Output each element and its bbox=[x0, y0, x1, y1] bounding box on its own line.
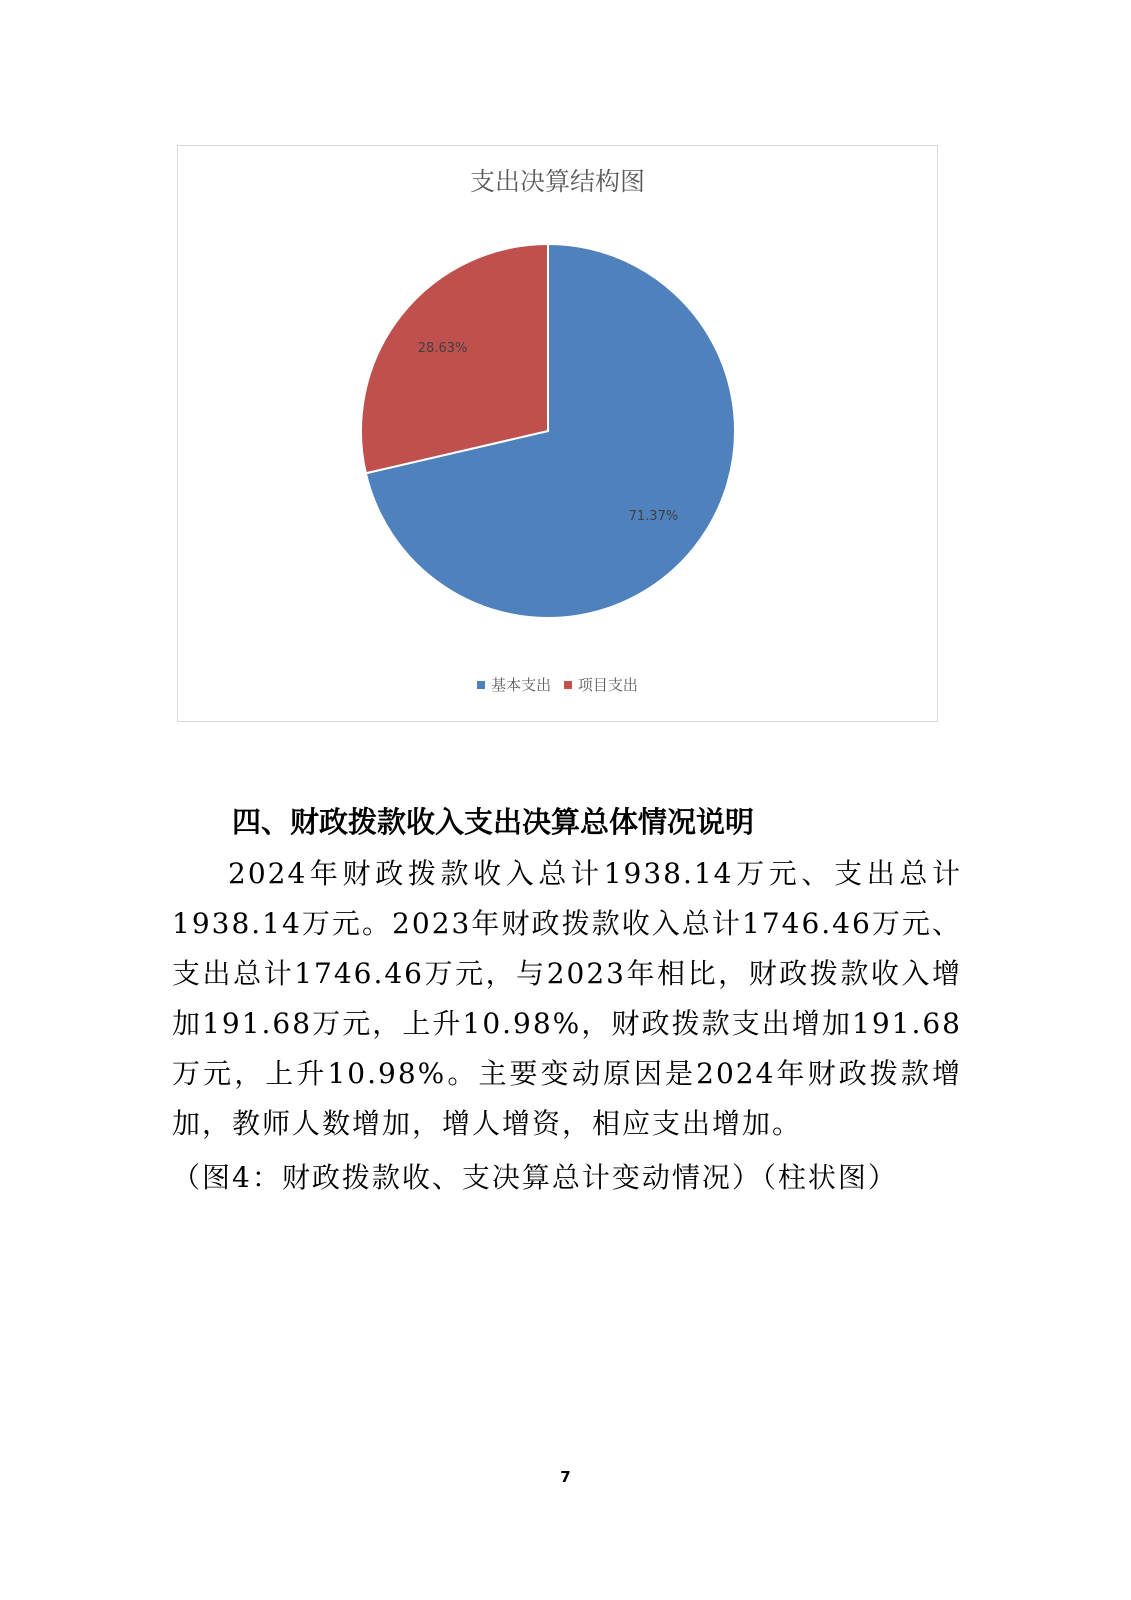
pie-svg bbox=[178, 146, 937, 721]
section-heading: 四、财政拨款收入支出决算总体情况说明 bbox=[232, 805, 755, 839]
pie-data-label-0: 71.37% bbox=[628, 508, 679, 524]
chart-legend bbox=[178, 674, 937, 695]
legend-swatch-basic bbox=[477, 681, 485, 689]
figure-caption: （图4：财政拨款收、支决算总计变动情况）（柱状图） bbox=[172, 1161, 898, 1194]
pie-chart bbox=[177, 145, 938, 722]
legend-label-basic: 基本支出 bbox=[491, 676, 552, 694]
chart-title: 支出决算结构图 bbox=[469, 167, 645, 196]
page-number: 7 bbox=[560, 1468, 571, 1486]
legend-item-project bbox=[564, 674, 638, 695]
pie-data-label-1: 28.63% bbox=[417, 341, 468, 357]
legend-swatch-project bbox=[564, 681, 572, 689]
legend-label-project: 项目支出 bbox=[577, 676, 638, 694]
section-paragraph: 2024年财政拨款收入总计1938.14万元、支出总计1938.14万元。2023年财政拨款收入总计1746.46万元、支出总计1746.46万元，与2023年相比，财政拨款收入增加191.68万元，上升10.98%，财政拨款支出增加191.68万元，上升10.98%。主要变动原因是2024年财政拨款增加，教师人数增加，增人增资，相应支出增加。 bbox=[172, 857, 962, 1140]
legend-item-basic bbox=[477, 674, 551, 695]
